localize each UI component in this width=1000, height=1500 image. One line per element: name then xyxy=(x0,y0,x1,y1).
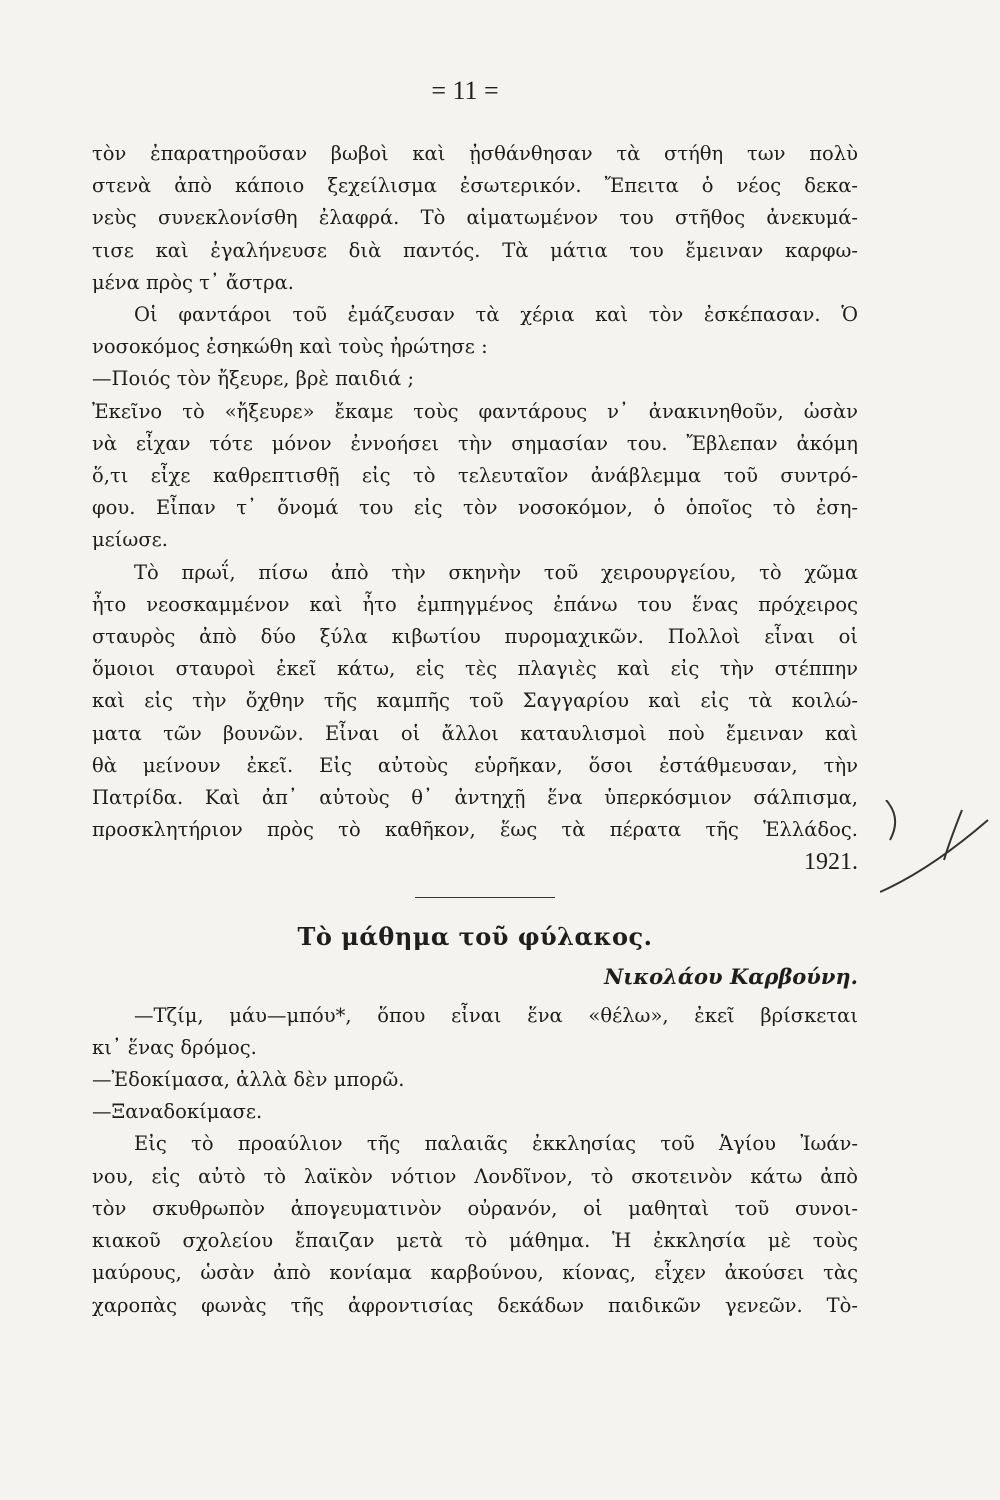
story-beginning xyxy=(92,1000,858,1322)
text-line: προσκλητήριον πρὸς τὸ καθῆκον, ἕως τὰ πέρατα τῆς Ἑλλάδος. xyxy=(92,818,858,842)
text-line: καὶ εἰς τὴν ὄχθην τῆς καμπῆς τοῦ Σαγγαρίου καὶ εἰς τὰ κοιλώ- xyxy=(92,689,858,713)
text-line: κιακοῦ σχολείου ἔπαιζαν μετὰ τὸ μάθημα. Ἡ ἐκκλησία μὲ τοὺς xyxy=(92,1229,858,1253)
text-line: νὰ εἶχαν τότε μόνον ἐννοήσει τὴν σημασίαν του. Ἔβλεπαν ἀκόμη xyxy=(92,431,858,455)
text-line: τὸν ἐπαρατηροῦσαν βωβοὶ καὶ ᾐσθάνθησαν τὰ στήθη των πολὺ xyxy=(92,142,858,165)
story-author: Νικολάου Καρβούνη. xyxy=(604,963,858,989)
text-line: ὅ,τι εἶχε καθρεπτισθῇ εἰς τὸ τελευταῖον ἀνάβλεμμα τοῦ συντρό- xyxy=(92,464,858,488)
text-line: ἦτο νεοσκαμμένον καὶ ἦτο ἐμπηγμένος ἐπάνω του ἕνας πρόχειρος xyxy=(92,592,858,616)
text-line: νεὺς συνεκλονίσθη ἐλαφρά. Τὸ αἱματωμένον του στῆθος ἀνεκυμά- xyxy=(92,206,858,230)
text-line: ματα τῶν βουνῶν. Εἶναι οἱ ἄλλοι καταυλισμοὶ ποὺ ἔμειναν καὶ xyxy=(92,721,858,745)
text-line: μένα πρὸς τ᾽ ἄστρα. xyxy=(92,270,294,294)
text-line: νου, εἰς αὐτὸ τὸ λαϊκὸν νότιον Λονδῖνον, τὸ σκοτεινὸν κάτω ἀπὸ xyxy=(92,1164,858,1188)
text-line: στενὰ ἀπὸ κάποιο ξεχείλισμα ἐσωτερικόν. Ἔπειτα ὁ νέος δεκα- xyxy=(92,174,858,198)
text-line: θὰ μείνουν ἐκεῖ. Εἰς αὐτοὺς εὑρῆκαν, ὅσοι ἐστάθμευσαν, τὴν xyxy=(92,753,858,777)
story-date: 1921. xyxy=(804,849,858,876)
text-line: Εἰς τὸ προαύλιον τῆς παλαιᾶς ἐκκλησίας τοῦ Ἁγίου Ἰωάν- xyxy=(134,1132,858,1156)
text-line: μαύρους, ὡσὰν ἀπὸ κονίαμα καρβούνου, κίονας, εἶχεν ἀκούσει τὰς xyxy=(92,1261,858,1285)
section-divider xyxy=(415,897,555,898)
text-line: —Ποιός τὸν ἤξευρε, βρὲ παιδιά ; xyxy=(92,367,415,391)
text-line: σταυρὸς ἀπὸ δύο ξύλα κιβωτίου πυρομαχικῶν. Πολλοὶ εἶναι οἱ xyxy=(92,625,858,649)
text-line: μείωσε. xyxy=(92,528,168,552)
story-title: Τὸ μάθημα τοῦ φύλακος. xyxy=(297,921,653,951)
text-line: Οἱ φαντάροι τοῦ ἐμάζευσαν τὰ χέρια καὶ τὸν ἐσκέπασαν. Ὁ xyxy=(134,303,858,327)
text-line: —Τζίμ, μάυ—μπόυ*, ὅπου εἶναι ἕνα «θέλω», ἐκεῖ βρίσκεται xyxy=(134,1003,858,1027)
text-line: —Ἐδοκίμασα, ἀλλὰ δὲν μπορῶ. xyxy=(92,1068,405,1092)
text-line: φου. Εἶπαν τ᾽ ὄνομά του εἰς τὸν νοσοκόμον, ὁ ὁποῖος τὸ ἐση- xyxy=(92,496,858,520)
text-body xyxy=(92,138,858,1322)
text-line: χαροπὰς φωνὰς τῆς ἀφροντισίας δεκάδων παιδικῶν γενεῶν. Τὸ- xyxy=(92,1293,858,1317)
text-line: —Ξαναδοκίμασε. xyxy=(92,1100,263,1124)
page-number: = 11 = xyxy=(431,76,499,105)
handwritten-cross-mark xyxy=(880,800,990,920)
text-line: ὅμοιοι σταυροὶ ἐκεῖ κάτω, εἰς τὲς πλαγιὲς καὶ εἰς τὴν στέππην xyxy=(92,657,858,681)
text-line: Ἐκεῖνο τὸ «ἤξευρε» ἔκαμε τοὺς φαντάρους ν᾽ ἀνακινηθοῦν, ὡσὰν xyxy=(92,399,858,423)
text-line: Τὸ πρωΐ, πίσω ἀπὸ τὴν σκηνὴν τοῦ χειρουργείου, τὸ χῶμα xyxy=(134,560,858,584)
text-line: νοσοκόμος ἐσηκώθη καὶ τοὺς ἠρώτησε : xyxy=(92,335,488,359)
text-line: Πατρίδα. Καὶ ἀπ᾽ αὐτοὺς θ᾽ ἀντηχῇ ἕνα ὑπερκόσμιον σάλπισμα, xyxy=(92,786,858,810)
text-line: τισε καὶ ἐγαλήνευσε διὰ παντός. Τὰ μάτια του ἔμειναν καρφω- xyxy=(92,238,858,262)
story-ending xyxy=(92,138,858,879)
text-line: τὸν σκυθρωπὸν ἀπογευματινὸν οὐρανόν, οἱ μαθηταὶ τοῦ συνοι- xyxy=(92,1196,858,1220)
text-line: κι᾽ ἕνας δρόμος. xyxy=(92,1035,257,1059)
